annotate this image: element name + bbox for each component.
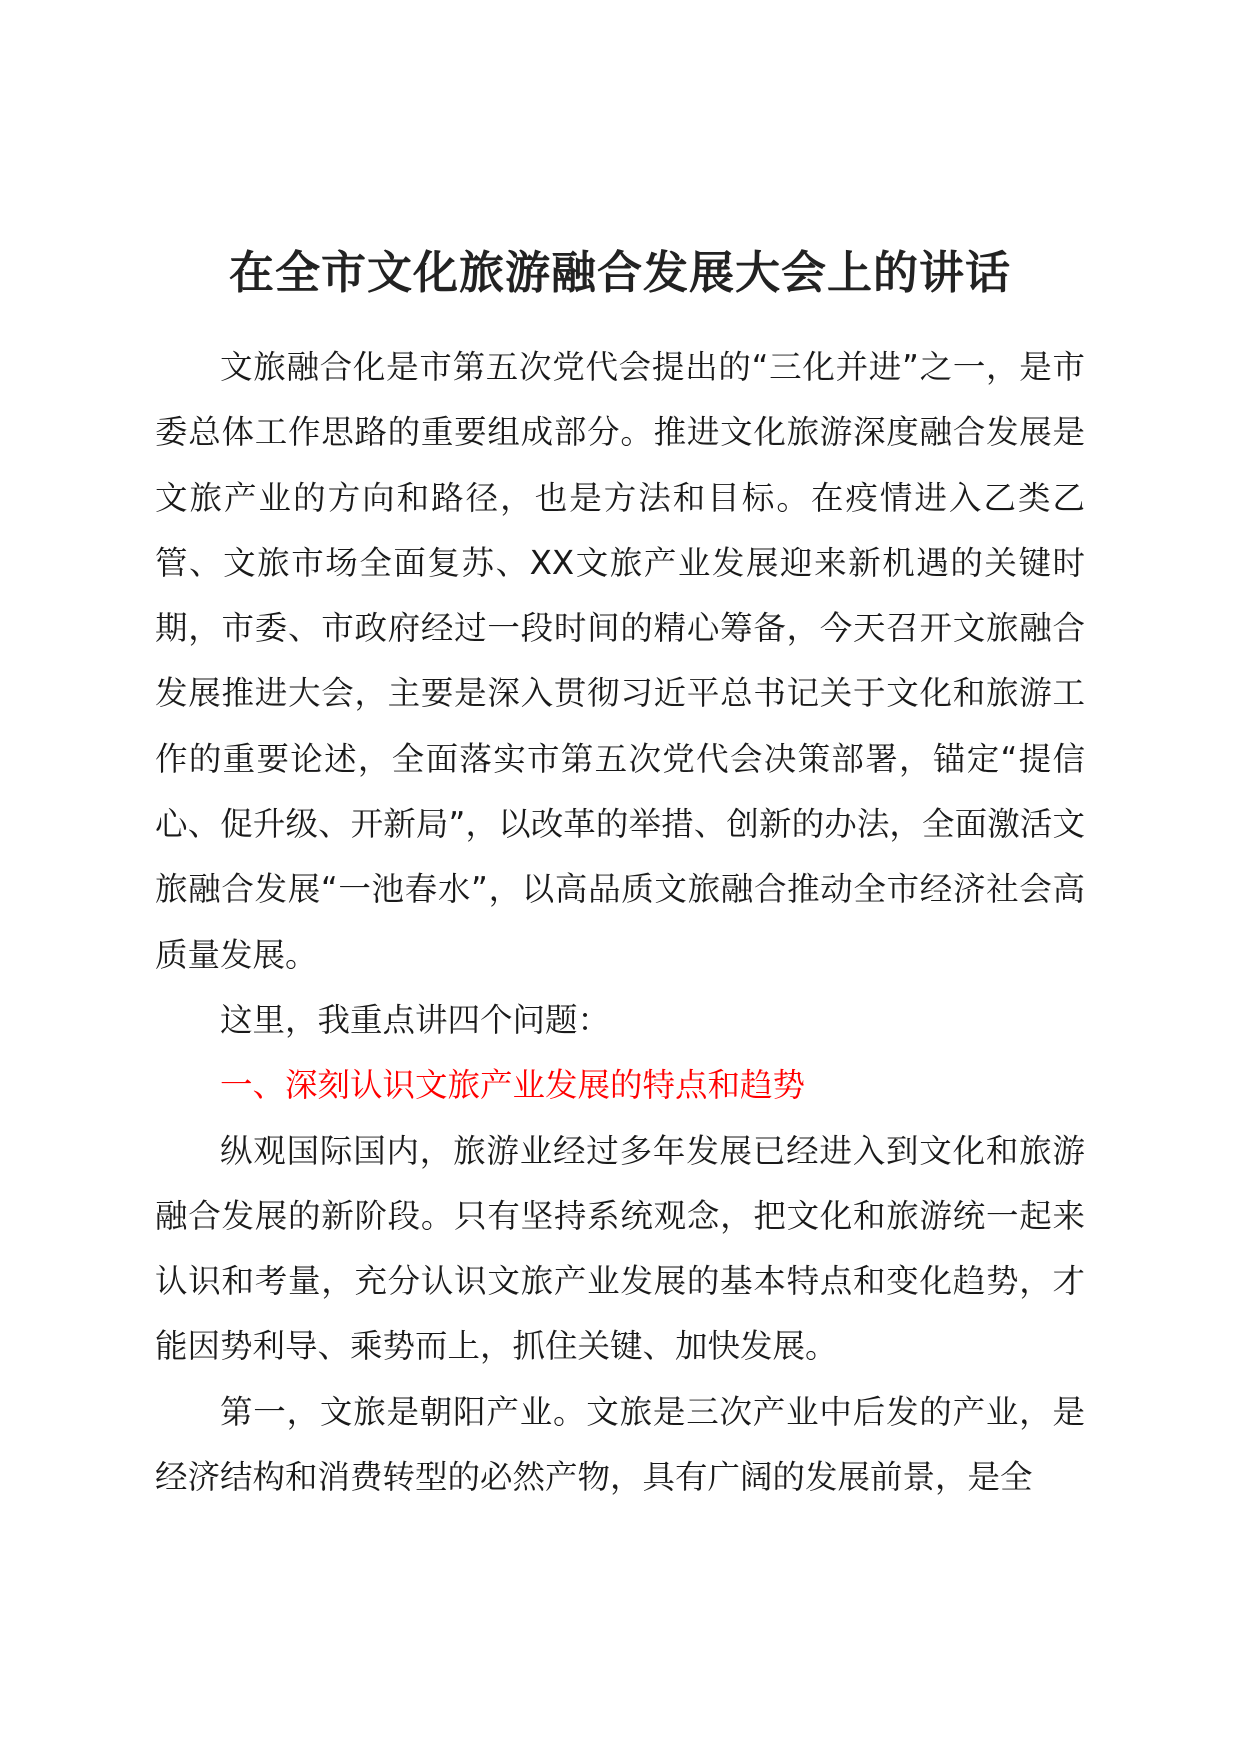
- outline-paragraph: 这里，我重点讲四个问题：: [220, 1000, 611, 1039]
- section-heading-1: 一、深刻认识文旅产业发展的特点和趋势: [220, 1066, 806, 1105]
- section-1-paragraph: 纵观国际国内，旅游业经过多年发展已经进入到文化和旅游融合发展的新阶段。只有坚持系统观念，把文化和旅游统一起来认识和考量，充分认识文旅产业发展的基本特点和变化趋势，才能因势利导、乘势而上，抓住关键、加快发展。: [155, 1131, 1085, 1366]
- point-1-paragraph: 第一，文旅是朝阳产业。文旅是三次产业中后发的产业，是经济结构和消费转型的必然产物，具有广阔的发展前景，是全: [155, 1392, 1085, 1497]
- document-body: [155, 335, 1085, 1510]
- document-title: 在全市文化旅游融合发展大会上的讲话: [228, 246, 1011, 299]
- intro-paragraph: 文旅融合化是市第五次党代会提出的“三化并进”之一，是市委总体工作思路的重要组成部分。推进文化旅游深度融合发展是文旅产业的方向和路径，也是方法和目标。在疫情进入乙类乙管、文旅市场全面复苏、XX文旅产业发展迎来新机遇的关键时期，市委、市政府经过一段时间的精心筹备，今天召开文旅融合发展推进大会，主要是深入贯彻习近平总书记关于文化和旅游工作的重要论述，全面落实市第五次党代会决策部署，锚定“提信心、促升级、开新局”，以改革的举措、创新的办法，全面激活文旅融合发展“一池春水”，以高品质文旅融合推动全市经济社会高质量发展。: [155, 348, 1085, 974]
